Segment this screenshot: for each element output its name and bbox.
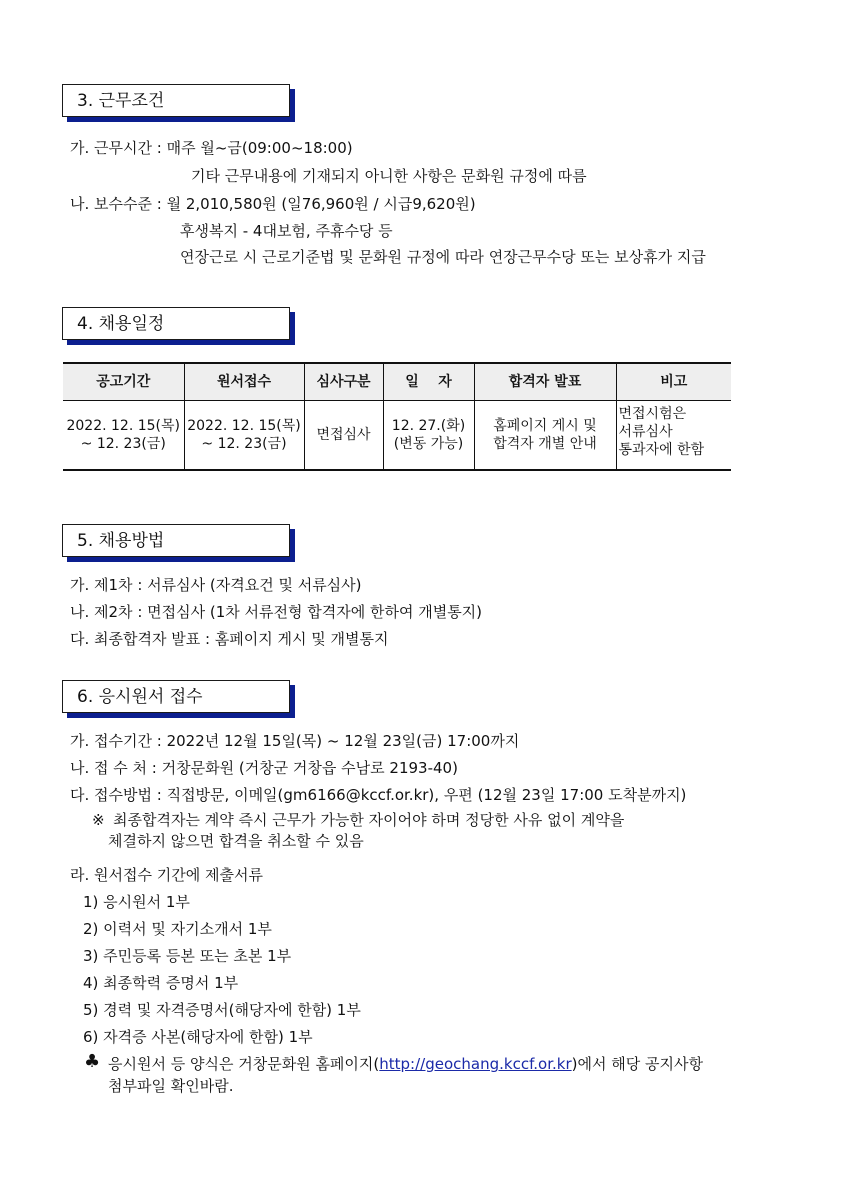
note-line-2: 체결하지 않으면 합격을 취소할 수 있음 (108, 832, 364, 850)
schedule-table (63, 362, 731, 471)
cell-line: ~ 12. 23(금) (80, 436, 166, 452)
section-5-heading (62, 524, 290, 557)
table-header-row (63, 363, 731, 401)
footer-line-2: 첨부파일 확인바람. (108, 1077, 234, 1095)
cell-remarks (616, 401, 731, 471)
cell-line: 통과자에 한함 (618, 442, 705, 458)
cell-line: 홈페이지 게시 및 (493, 418, 597, 434)
work-hours: 가. 근무시간 : 매주 월~금(09:00~18:00) (70, 139, 353, 157)
method-step-3: 다. 최종합격자 발표 : 홈페이지 게시 및 개별통지 (70, 630, 389, 648)
cell-line: 합격자 개별 안내 (493, 436, 597, 452)
apply-period: 가. 접수기간 : 2022년 12월 15일(목) ~ 12월 23일(금) 17:00까지 (70, 732, 520, 750)
salary: 나. 보수수준 : 월 2,010,580원 (일76,960원 / 시급9,620원) (70, 195, 476, 213)
cell-line: 2022. 12. 15(목) (66, 418, 180, 434)
section-3-title: 3. 근무조건 (77, 91, 165, 111)
overtime-note: 연장근로 시 근로기준법 및 문화원 규정에 따라 연장근무수당 또는 보상휴가 지급 (180, 248, 706, 266)
apply-location: 나. 접 수 처 : 거창문화원 (거창군 거창읍 수남로 2193-40) (70, 759, 458, 777)
cell-date (383, 401, 474, 471)
header-remarks: 비고 (616, 363, 731, 401)
header-application: 원서접수 (184, 363, 304, 401)
benefits: 후생복지 - 4대보험, 주휴수당 등 (180, 222, 393, 240)
doc-item-2: 2) 이력서 및 자기소개서 1부 (83, 920, 272, 938)
method-step-1: 가. 제1차 : 서류심사 (자격요건 및 서류심사) (70, 576, 362, 594)
note-line-1: 최종합격자는 계약 즉시 근무가 가능한 자이어야 하며 정당한 사유 없이 계약을 (113, 811, 625, 829)
section-6-title: 6. 응시원서 접수 (77, 687, 203, 707)
work-hours-note: 기타 근무내용에 기재되지 아니한 사항은 문화원 규정에 따름 (191, 167, 587, 185)
cell-line: ~ 12. 23(금) (201, 436, 287, 452)
header-date: 일 자 (383, 363, 474, 401)
footer-text-post: )에서 해당 공지사항 (571, 1055, 703, 1073)
section-6-heading (62, 680, 290, 713)
cell-application (184, 401, 304, 471)
homepage-link[interactable]: http://geochang.kccf.or.kr (379, 1055, 572, 1073)
apply-method: 다. 접수방법 : 직접방문, 이메일(gm6166@kccf.or.kr), 우편 (12월 23일 17:00 도착분까지) (70, 786, 687, 804)
doc-item-6: 6) 자격증 사본(해당자에 한함) 1부 (83, 1028, 313, 1046)
cell-notice-period (63, 401, 184, 471)
footer-text-pre: 응시원서 등 양식은 거창문화원 홈페이지( (108, 1055, 380, 1073)
cell-announcement (474, 401, 616, 471)
docs-title: 라. 원서접수 기간에 제출서류 (70, 866, 263, 884)
header-announcement: 합격자 발표 (474, 363, 616, 401)
section-5-title: 5. 채용방법 (77, 531, 165, 551)
cell-line: 서류심사 (618, 424, 673, 440)
section-4-title: 4. 채용일정 (77, 314, 165, 334)
note-mark-icon: ※ (92, 811, 105, 829)
club-icon: ♣ (84, 1051, 101, 1072)
doc-item-3: 3) 주민등록 등본 또는 초본 1부 (83, 947, 292, 965)
cell-review-type (304, 401, 383, 471)
doc-item-4: 4) 최종학력 증명서 1부 (83, 974, 239, 992)
footer-line-1 (108, 1055, 703, 1073)
method-step-2: 나. 제2차 : 면접심사 (1차 서류전형 합격자에 한하여 개별통지) (70, 603, 483, 621)
header-review-type: 심사구분 (304, 363, 383, 401)
cell-line: (변동 가능) (393, 436, 464, 452)
doc-item-5: 5) 경력 및 자격증명서(해당자에 한함) 1부 (83, 1001, 361, 1019)
section-4-heading (62, 307, 290, 340)
cell-line: 면접시험은 (618, 406, 687, 422)
cell-line: 면접심사 (316, 427, 371, 443)
cell-line: 2022. 12. 15(목) (187, 418, 301, 434)
header-notice-period: 공고기간 (63, 363, 184, 401)
doc-item-1: 1) 응시원서 1부 (83, 893, 190, 911)
cell-line: 12. 27.(화) (391, 418, 466, 434)
table-row (63, 401, 731, 471)
section-3-heading (62, 84, 290, 117)
